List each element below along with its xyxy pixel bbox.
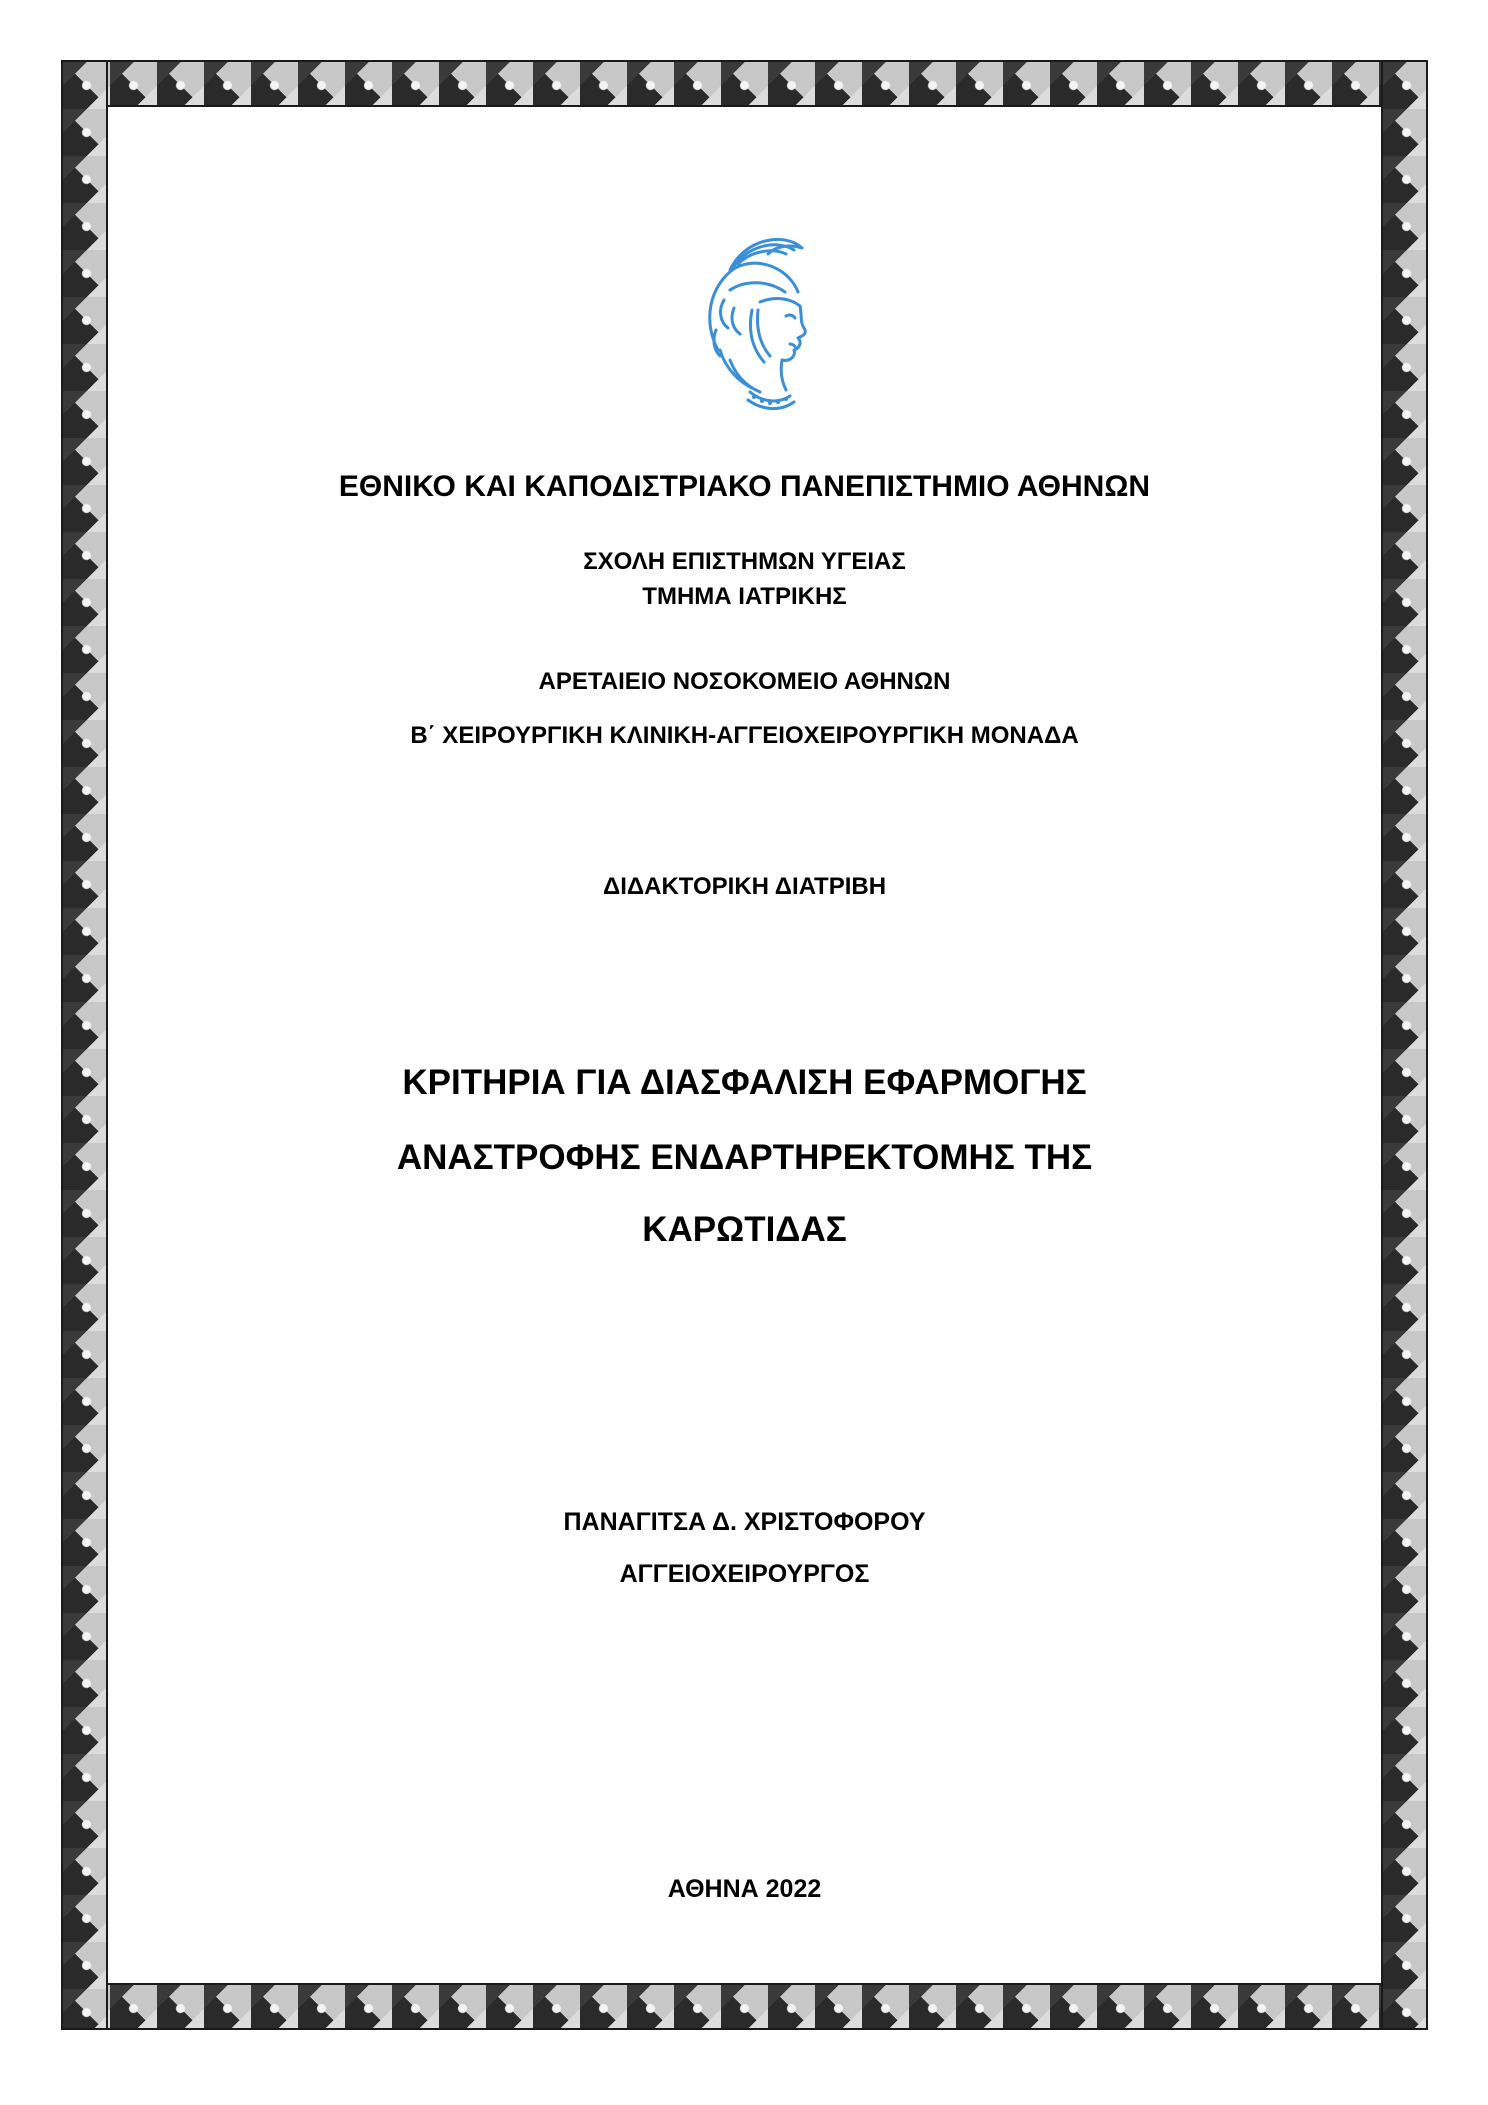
decorative-border-bottom [61, 1983, 1428, 2030]
decorative-border-top [61, 60, 1428, 107]
decorative-border-left [61, 60, 108, 2030]
author-name: ΠΑΝΑΓΙΤΣΑ Δ. ΧΡΙΣΤΟΦΟΡΟΥ [563, 1508, 926, 1536]
thesis-title-line: ΚΑΡΩΤΙΔΑΣ [642, 1210, 847, 1249]
hospital-name: ΑΡΕΤΑΙΕΙΟ ΝΟΣΟΚΟΜΕΙΟ ΑΘΗΝΩΝ [538, 668, 951, 695]
author-role: ΑΓΓΕΙΟΧΕΙΡΟΥΡΓΟΣ [619, 1560, 870, 1588]
school-name: ΣΧΟΛΗ ΕΠΙΣΤΗΜΩΝ ΥΓΕΙΑΣ [583, 548, 906, 575]
thesis-title-line: ΚΡΙΤΗΡΙΑ ΓΙΑ ΔΙΑΣΦΑΛΙΣΗ ΕΦΑΡΜΟΓΗΣ [402, 1063, 1087, 1102]
document-type: ΔΙΔΑΚΤΟΡΙΚΗ ΔΙΑΤΡΙΒΗ [602, 873, 887, 900]
department-name: ΤΜΗΜΑ ΙΑΤΡΙΚΗΣ [642, 583, 847, 610]
clinic-name: Β΄ ΧΕΙΡΟΥΡΓΙΚΗ ΚΛΙΝΙΚΗ-ΑΓΓΕΙΟΧΕΙΡΟΥΡΓΙΚΗ ΜΟΝΑΔΑ [410, 722, 1079, 749]
athena-helmet-logo-icon [690, 230, 820, 415]
thesis-title-line: ΑΝΑΣΤΡΟΦΗΣ ΕΝΔΑΡΤΗΡΕΚΤΟΜΗΣ ΤΗΣ [396, 1138, 1093, 1177]
decorative-border-right [1381, 60, 1428, 2030]
place-and-year: ΑΘΗΝΑ 2022 [667, 1875, 822, 1903]
university-name: ΕΘΝΙΚΟ ΚΑΙ ΚΑΠΟΔΙΣΤΡΙΑΚΟ ΠΑΝΕΠΙΣΤΗΜΙΟ ΑΘΗΝΩΝ [338, 470, 1151, 503]
